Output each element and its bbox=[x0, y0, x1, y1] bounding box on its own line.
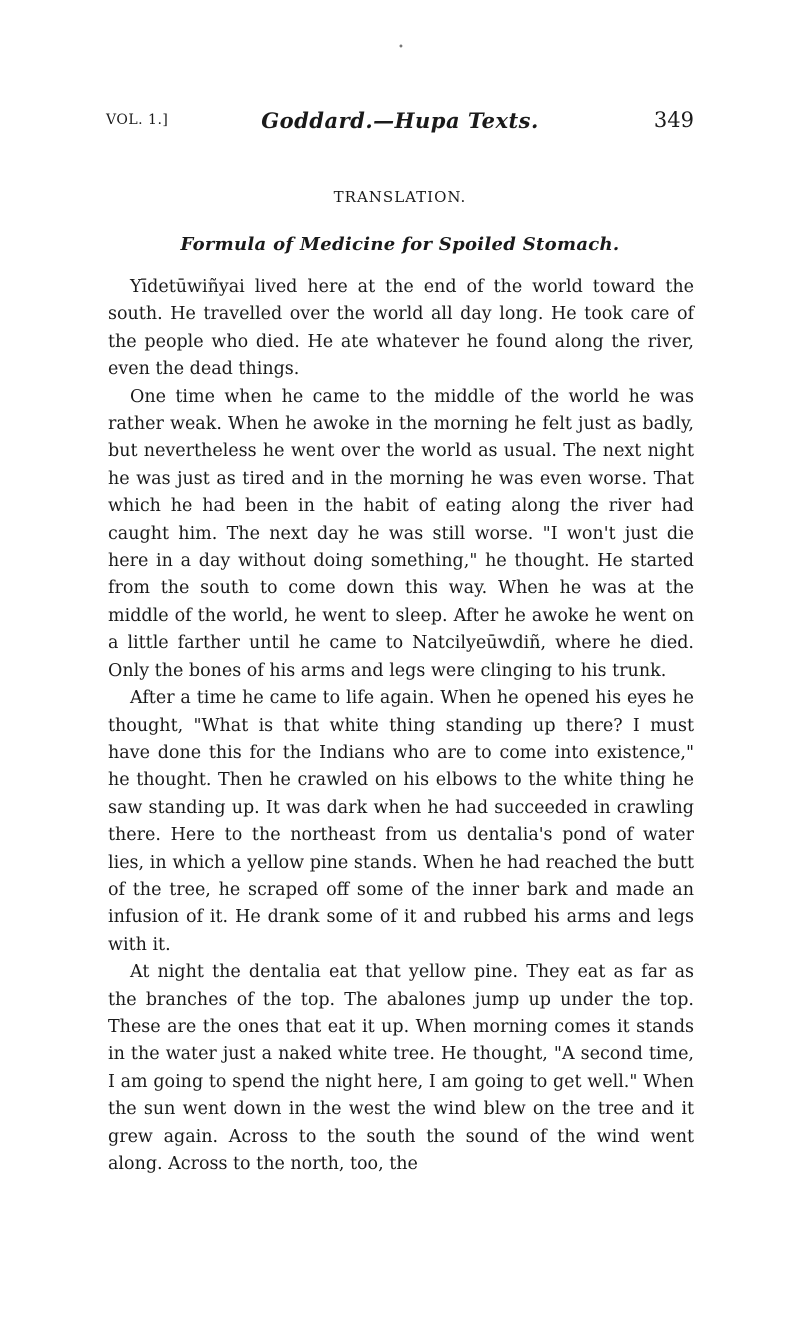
paragraph-2: One time when he came to the middle of the world he was rather weak. When he awoke in the morning he felt just as badly, but nevertheless he went over the world as usual. The next night he was just as tired and in the morning he was even worse. That which he had been in the habit of eating along the river had caught him. The next day he was still worse. "I won't just die here in a day without doing something," he thought. He started from the south to come down this way. When he was at the middle of the world, he went to sleep. After he awoke he went on a little farther until he came to Natcilyeūwdiñ, where he died. Only the bones of his arms and legs were clinging to his trunk. bbox=[108, 386, 694, 681]
section-subheading: Formula of Medicine for Spoiled Stomach. bbox=[180, 234, 620, 255]
paragraph-3: After a time he came to life again. When he opened his eyes he thought, "What is that white thing standing up there? I must have done this for the Indians who are to come into existence," he thought. Then he crawled on his elbows to the white thing he saw standing up. It was dark when he had succeeded in crawling there. Here to the northeast from us dentalia's pond of water lies, in which a yellow pine stands. When he had reached the butt of the tree, he scraped off some of the inner bark and made an infusion of it. He drank some of it and rubbed his arms and legs with it. bbox=[108, 688, 694, 955]
running-title: Goddard.—Hupa Texts. bbox=[261, 108, 539, 133]
body-text bbox=[108, 274, 694, 1178]
volume-label: VOL. 1.] bbox=[106, 112, 169, 128]
paragraph-1: Yīdetūwiñyai lived here at the end of the world toward the south. He travelled over the world all day long. He took care of the people who died. He ate whatever he found along the river, even the dead things. bbox=[108, 277, 694, 380]
page-number: 349 bbox=[653, 108, 694, 132]
section-heading: TRANSLATION. bbox=[333, 188, 467, 206]
paragraph-4: At night the dentalia eat that yellow pine. They eat as far as the branches of the top. The abalones jump up under the top. These are the ones that eat it up. When morning comes it stands in the water just a naked white tree. He thought, "A second time, I am going to spend the night here, I am going to get well." When the sun went down in the west the wind blew on the tree and it grew again. Across to the south the sound of the wind went along. Across to the north, too, the bbox=[108, 962, 694, 1174]
page-mark: • bbox=[398, 42, 404, 53]
running-head bbox=[106, 104, 694, 134]
